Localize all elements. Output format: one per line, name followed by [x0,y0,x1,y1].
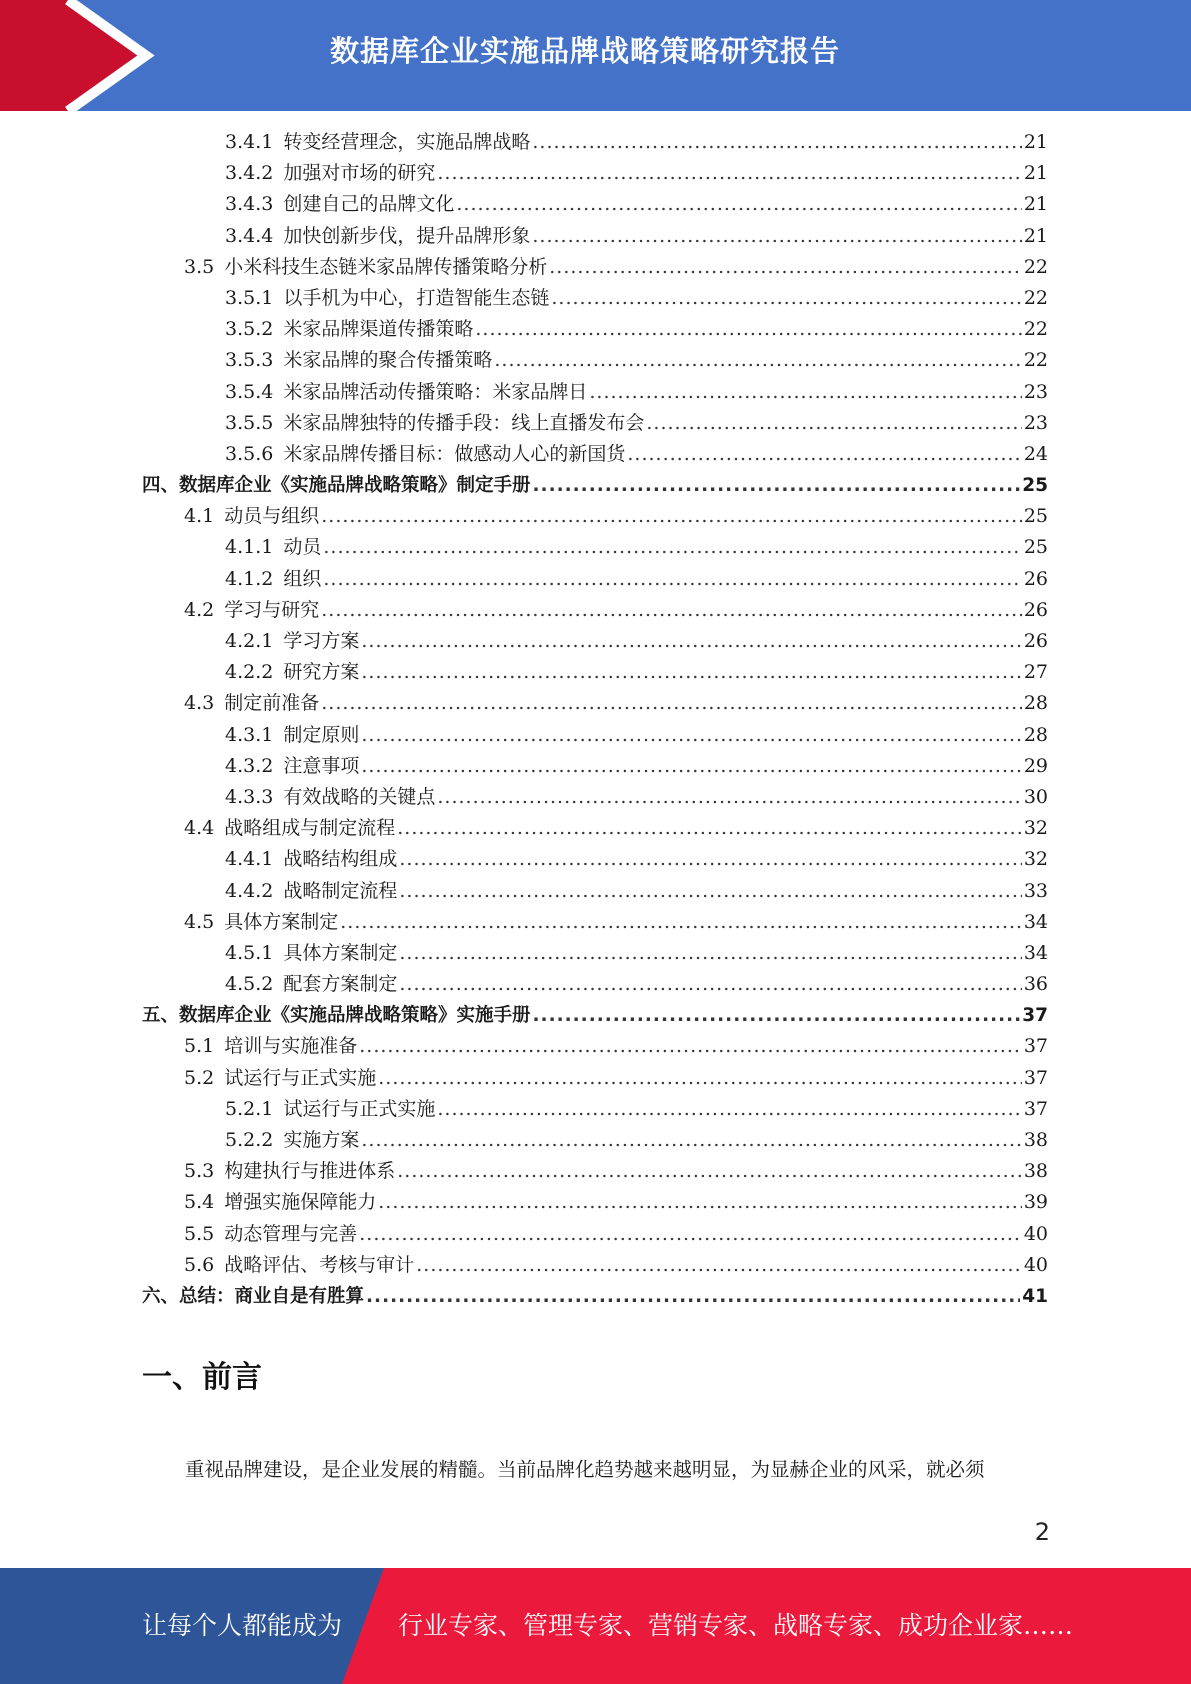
toc-leader-dots [340,907,1022,938]
toc-entry[interactable] [142,751,1048,782]
toc-entry-page: 37 [1023,1035,1048,1058]
toc-entry-number: 4.5.1 [225,941,274,964]
toc-entry[interactable] [142,1187,1048,1218]
toc-entry-page: 34 [1023,910,1048,933]
toc-entry-page: 21 [1023,224,1048,247]
toc-entry-number: 5.2.1 [225,1097,274,1120]
toc-entry-number: 3.5.4 [225,380,274,403]
toc-entry-number: 4.2 [184,598,215,621]
toc-entry-title: 试运行与正式实施 [224,1066,377,1089]
toc-entry-number: 3.5 [184,255,215,278]
toc-leader-dots [399,969,1021,1000]
toc-entry-number: 4.5 [184,910,215,933]
toc-entry[interactable] [142,377,1048,408]
toc-entry-page: 22 [1023,318,1048,341]
section-heading: 一、前言 [142,1360,262,1395]
toc-entry-title: 学习方案 [283,630,360,652]
toc-leader-dots [361,751,1021,782]
toc-entry[interactable] [142,1219,1048,1250]
toc-entry-number: 4.4.2 [225,879,274,902]
footer-tagline: 行业专家、管理专家、营销专家、战略专家、成功企业家…… [398,1611,1074,1640]
toc-entry-title: 米家品牌渠道传播策略 [283,318,474,341]
toc-leader-dots [397,813,1022,844]
toc-entry-title: 战略组成与制定流程 [224,817,396,840]
toc-entry-page: 22 [1023,349,1048,372]
toc-entry-title: 注意事项 [283,754,360,777]
toc-entry-number: 5.5 [184,1222,215,1245]
toc-leader-dots [361,1125,1021,1156]
toc-entry-title: 加强对市场的研究 [283,162,436,185]
toc-entry-number: 4.5.2 [225,973,274,996]
body-paragraph: 重视品牌建设，是企业发展的精髓。当前品牌化趋势越来越明显，为显赫企业的风采，就必须 [185,1458,985,1481]
toc-entry-page: 40 [1023,1253,1048,1276]
toc-leader-dots [646,408,1021,439]
toc-entry[interactable] [142,1063,1048,1094]
toc-leader-dots [549,252,1022,283]
toc-entry-page: 29 [1023,754,1048,777]
header-arrow-icon [0,0,160,111]
page-header [0,0,1191,111]
toc-entry[interactable] [142,720,1048,751]
toc-entry[interactable] [142,252,1048,283]
toc-leader-dots [532,221,1021,252]
toc-entry-page: 26 [1023,567,1048,590]
toc-leader-dots [399,844,1021,875]
toc-entry-page: 22 [1023,255,1048,278]
toc-entry-page: 23 [1023,411,1048,434]
toc-entry-title: 学习与研究 [224,598,320,621]
toc-leader-dots [475,314,1021,345]
toc-entry[interactable] [142,1000,1048,1031]
toc-entry-page: 25 [1023,505,1048,528]
toc-entry[interactable] [142,345,1048,376]
toc-entry-page: 26 [1023,598,1048,621]
toc-entry-number: 4.2.2 [225,661,274,684]
toc-entry-title: 四、数据库企业《实施品牌战略策略》制定手册 [142,475,531,497]
toc-entry[interactable] [142,782,1048,813]
toc-entry[interactable] [142,688,1048,719]
toc-entry-page: 28 [1023,692,1048,715]
toc-entry[interactable] [142,844,1048,875]
toc-entry-number: 5.2.2 [225,1129,274,1151]
toc-entry-number: 4.2.1 [225,630,274,652]
toc-entry-page: 21 [1023,131,1048,153]
toc-entry-title: 米家品牌活动传播策略：米家品牌日 [283,380,588,403]
toc-leader-dots [397,1156,1022,1187]
toc-entry[interactable] [142,189,1048,220]
toc-entry-title: 制定原则 [283,723,360,746]
toc-leader-dots [361,626,1021,657]
toc-entry-page: 24 [1023,442,1048,465]
toc-entry-page: 37 [1022,1005,1048,1027]
toc-leader-dots [378,1063,1022,1094]
toc-entry-number: 3.5.3 [225,349,274,372]
toc-leader-dots [361,657,1021,688]
toc-entry[interactable] [142,564,1048,595]
toc-entry-title: 加快创新步伐，提升品牌形象 [283,224,531,247]
toc-leader-dots [361,720,1021,751]
toc-leader-dots [494,345,1021,376]
toc-leader-dots [321,688,1022,719]
toc-entry-page: 41 [1022,1285,1048,1307]
footer-slogan: 让每个人都能成为 [142,1611,343,1640]
toc-entry-title: 以手机为中心，打造智能生态链 [283,286,550,309]
toc-entry-title: 构建执行与推进体系 [224,1160,396,1183]
toc-entry[interactable] [142,907,1048,938]
toc-entry-page: 32 [1023,817,1048,840]
toc-entry-number: 4.1.1 [225,536,274,559]
toc-entry[interactable] [142,876,1048,907]
toc-entry-number: 4.4 [184,817,215,840]
toc-entry[interactable] [142,969,1048,1000]
toc-entry-page: 28 [1023,723,1048,746]
toc-entry-number: 3.5.1 [225,286,274,309]
toc-entry-page: 21 [1023,193,1048,216]
toc-entry-page: 23 [1023,380,1048,403]
toc-entry-number: 3.4.2 [225,162,274,185]
toc-entry-page: 37 [1023,1097,1048,1120]
toc-entry-number: 4.3.1 [225,723,274,746]
toc-entry-title: 培训与实施准备 [224,1035,358,1058]
toc-leader-dots [378,1187,1022,1218]
page-footer [0,1568,1191,1684]
toc-entry-number: 4.1 [184,505,215,528]
toc-entry-title: 米家品牌的聚合传播策略 [283,349,493,372]
toc-entry-title: 战略评估、考核与审计 [224,1253,415,1276]
toc-leader-dots [366,1281,1020,1312]
toc-leader-dots [437,782,1021,813]
toc-entry-number: 3.5.5 [225,411,274,434]
toc-entry[interactable] [142,1031,1048,1062]
toc-entry-title: 组织 [283,567,322,590]
toc-entry-title: 战略结构组成 [283,848,398,871]
toc-leader-dots [437,158,1021,189]
toc-entry-title: 动员与组织 [224,505,320,528]
toc-entry-number: 3.5.6 [225,442,274,465]
toc-entry-number: 5.2 [184,1066,215,1089]
toc-entry-page: 25 [1023,536,1048,559]
toc-entry-number: 4.3 [184,692,215,715]
toc-entry-title: 六、总结：商业自是有胜算 [142,1285,365,1307]
toc-entry-title: 制定前准备 [224,692,320,715]
toc-entry-page: 22 [1023,286,1048,309]
toc-entry-page: 32 [1023,848,1048,871]
toc-entry-title: 具体方案制定 [224,910,339,933]
toc-leader-dots [359,1031,1022,1062]
toc-entry[interactable] [142,1125,1048,1156]
toc-entry-page: 40 [1023,1222,1048,1245]
toc-entry-title: 米家品牌独特的传播手段：线上直播发布会 [283,411,645,434]
toc-leader-dots [321,501,1022,532]
toc-entry[interactable] [142,1094,1048,1125]
toc-entry-title: 实施方案 [283,1129,360,1151]
toc-entry-title: 转变经营理念，实施品牌战略 [283,131,531,153]
toc-entry-number: 3.4.3 [225,193,274,216]
toc-entry-number: 4.3.3 [225,785,274,808]
toc-entry[interactable] [142,657,1048,688]
toc-entry[interactable] [142,501,1048,532]
toc-leader-dots [321,595,1022,626]
toc-entry-title: 研究方案 [283,661,360,684]
toc-entry-number: 5.4 [184,1191,215,1214]
toc-entry-number: 5.1 [184,1035,215,1058]
toc-entry[interactable] [142,626,1048,657]
toc-entry-page: 38 [1023,1160,1048,1183]
toc-entry-page: 26 [1023,630,1048,652]
toc-leader-dots [533,1000,1021,1031]
report-title: 数据库企业实施品牌战略策略研究报告 [330,34,841,68]
toc-entry-number: 3.4.1 [225,131,274,153]
toc-entry-title: 有效战略的关键点 [283,785,436,808]
toc-entry-title: 配套方案制定 [283,973,398,996]
toc-leader-dots [437,1094,1021,1125]
toc-entry[interactable] [142,1281,1048,1312]
toc-entry[interactable] [142,1156,1048,1187]
toc-leader-dots [399,876,1021,907]
toc-entry[interactable] [142,221,1048,252]
toc-leader-dots [323,532,1021,563]
toc-entry-number: 4.1.2 [225,567,274,590]
toc-entry-number: 4.4.1 [225,848,274,871]
toc-entry-title: 小米科技生态链米家品牌传播策略分析 [224,255,548,278]
toc-entry-title: 五、数据库企业《实施品牌战略策略》实施手册 [142,1005,531,1027]
toc-leader-dots [416,1250,1022,1281]
toc-leader-dots [627,439,1021,470]
toc-entry-page: 38 [1023,1129,1048,1151]
toc-entry[interactable] [142,283,1048,314]
toc-entry[interactable] [142,1250,1048,1281]
toc-entry-title: 试运行与正式实施 [283,1097,436,1120]
toc-leader-dots [399,938,1021,969]
toc-entry[interactable] [142,470,1048,501]
toc-entry-page: 39 [1023,1191,1048,1214]
toc-entry-page: 33 [1023,879,1048,902]
toc-entry-page: 36 [1023,973,1048,996]
toc-entry-number: 4.3.2 [225,754,274,777]
toc-leader-dots [589,377,1021,408]
toc-leader-dots [359,1219,1022,1250]
toc-leader-dots [551,283,1021,314]
toc-leader-dots [323,564,1021,595]
toc-leader-dots [456,189,1021,220]
toc-entry[interactable] [142,595,1048,626]
toc-entry[interactable] [142,314,1048,345]
toc-entry-number: 5.6 [184,1253,215,1276]
toc-entry-page: 25 [1022,475,1048,497]
toc-entry-page: 21 [1023,162,1048,185]
toc-leader-dots [533,470,1021,501]
toc-entry-page: 27 [1023,661,1048,684]
table-of-contents [142,127,1048,1312]
toc-entry-title: 具体方案制定 [283,941,398,964]
toc-entry[interactable] [142,158,1048,189]
toc-entry[interactable] [142,408,1048,439]
toc-entry-title: 增强实施保障能力 [224,1191,377,1214]
toc-entry-page: 37 [1023,1066,1048,1089]
toc-entry[interactable] [142,532,1048,563]
toc-leader-dots [532,127,1021,158]
toc-entry[interactable] [142,813,1048,844]
toc-entry-title: 米家品牌传播目标：做感动人心的新国货 [283,442,626,465]
toc-entry[interactable] [142,938,1048,969]
toc-entry[interactable] [142,439,1048,470]
toc-entry-title: 动态管理与完善 [224,1222,358,1245]
page-number: 2 [1034,1518,1050,1546]
toc-entry-number: 3.4.4 [225,224,274,247]
toc-entry-title: 创建自己的品牌文化 [283,193,455,216]
toc-entry[interactable] [142,127,1048,158]
toc-entry-page: 34 [1023,941,1048,964]
toc-entry-number: 3.5.2 [225,318,274,341]
toc-entry-title: 动员 [283,536,322,559]
toc-entry-page: 30 [1023,785,1048,808]
toc-entry-title: 战略制定流程 [283,879,398,902]
toc-entry-number: 5.3 [184,1160,215,1183]
